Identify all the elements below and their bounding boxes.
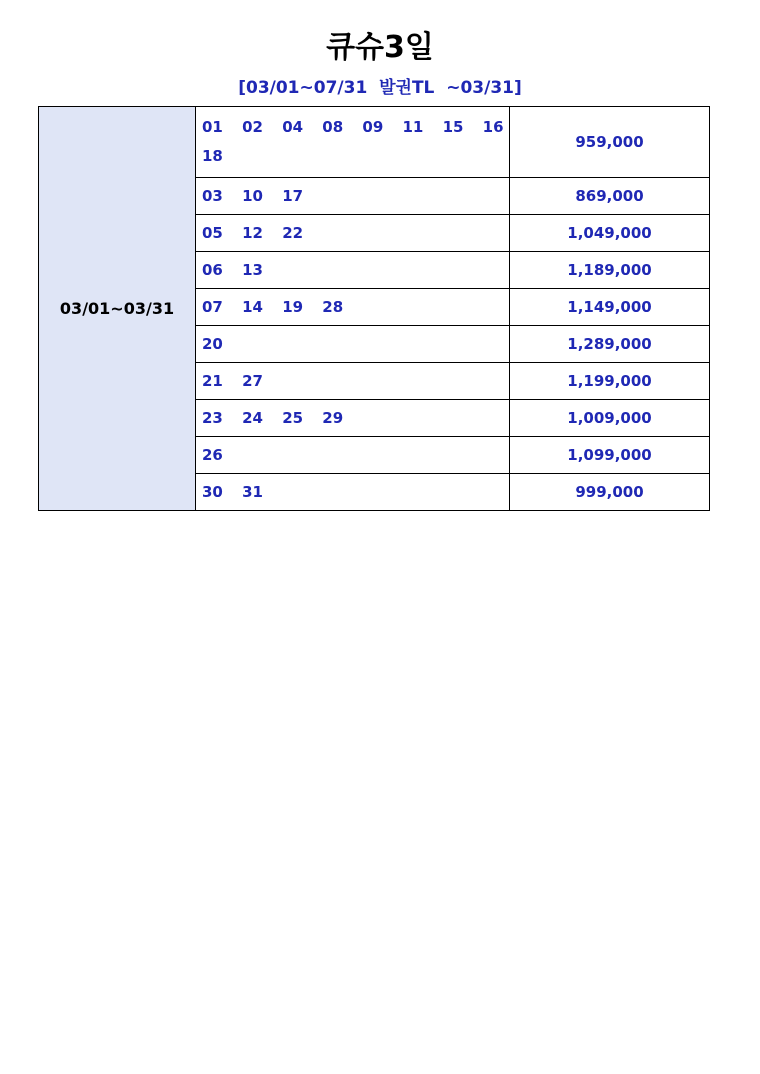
travel-period-cell: 03/01~03/31 <box>39 107 196 511</box>
ticketing-period-subtitle: [03/01~07/31 발권TL ~03/31] <box>238 78 522 98</box>
price-cell: 1,049,000 <box>510 215 710 252</box>
price-cell: 1,189,000 <box>510 252 710 289</box>
departure-dates-cell: 23 24 25 29 <box>196 400 510 437</box>
table-row <box>39 107 710 178</box>
price-cell: 1,149,000 <box>510 289 710 326</box>
departure-dates-cell: 30 31 <box>196 474 510 511</box>
price-cell: 1,289,000 <box>510 326 710 363</box>
departure-dates-cell: 05 12 22 <box>196 215 510 252</box>
departure-dates-cell: 06 13 <box>196 252 510 289</box>
departure-dates-cell: 01 02 04 08 09 11 15 16 18 <box>196 107 510 178</box>
page-title: 큐슈3일 <box>326 30 434 65</box>
price-cell: 869,000 <box>510 178 710 215</box>
departure-dates-cell: 07 14 19 28 <box>196 289 510 326</box>
price-cell: 959,000 <box>510 107 710 178</box>
departure-dates-cell: 03 10 17 <box>196 178 510 215</box>
fare-table <box>38 106 710 511</box>
price-cell: 999,000 <box>510 474 710 511</box>
departure-dates-cell: 21 27 <box>196 363 510 400</box>
price-cell: 1,099,000 <box>510 437 710 474</box>
price-cell: 1,199,000 <box>510 363 710 400</box>
departure-dates-cell: 20 <box>196 326 510 363</box>
departure-dates-cell: 26 <box>196 437 510 474</box>
price-cell: 1,009,000 <box>510 400 710 437</box>
